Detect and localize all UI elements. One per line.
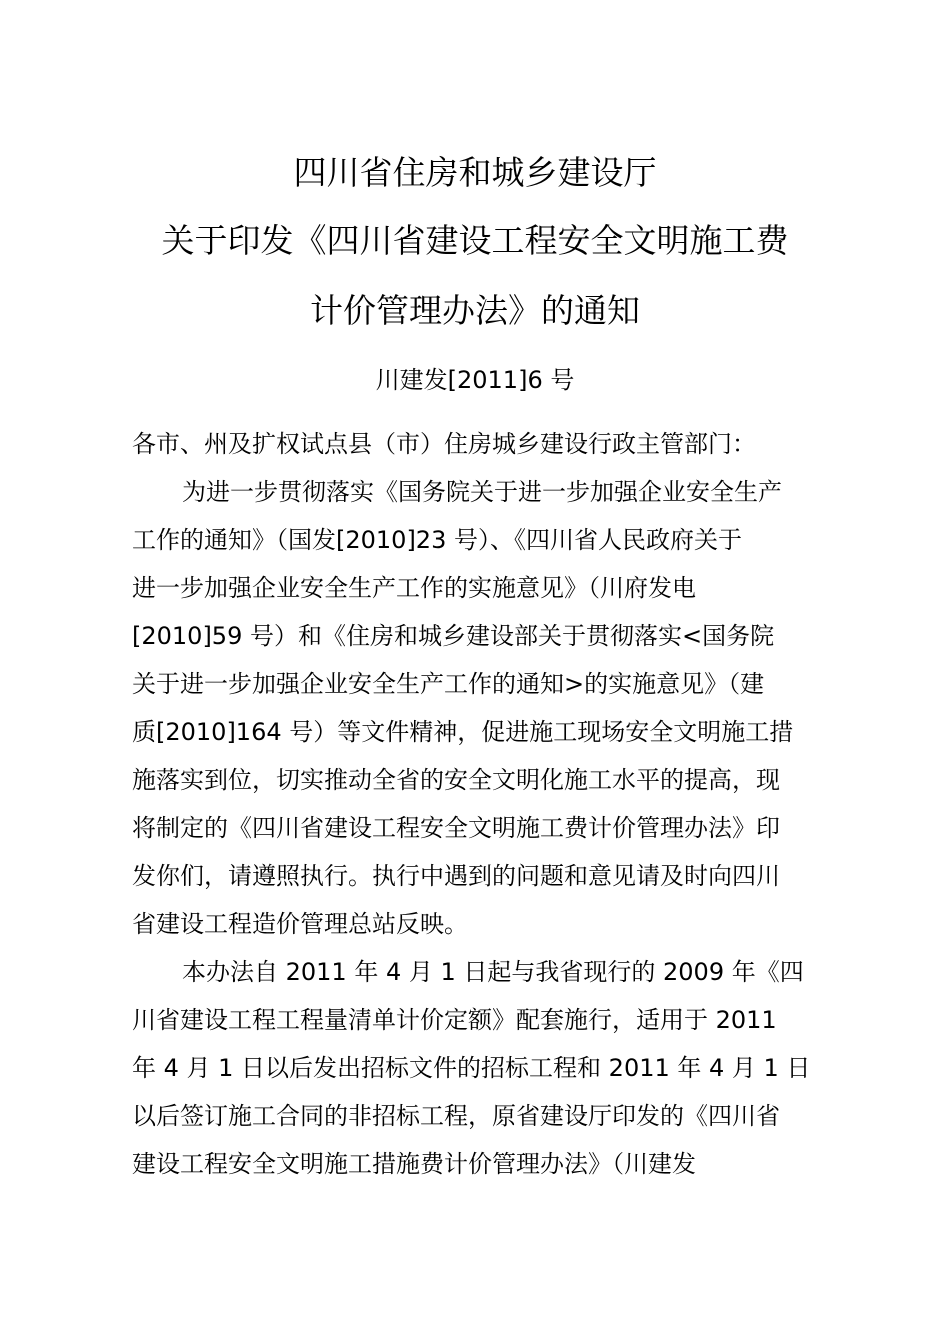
title-line-2: 关于印发《四川省建设工程安全文明施工费	[161, 221, 789, 260]
document-number: 川建发[2011]6 号	[375, 366, 575, 394]
paragraph-2-line-5: 建设工程安全文明施工措施费计价管理办法》（川建发	[132, 1150, 696, 1178]
title-line-1: 四川省住房和城乡建设厅	[293, 153, 657, 192]
paragraph-1-line-4: [2010]59 号）和《住房和城乡建设部关于贯彻落实<国务院	[132, 622, 775, 650]
paragraph-2-line-1: 本办法自 2011 年 4 月 1 日起与我省现行的 2009 年《四	[182, 958, 804, 986]
title-line-3: 计价管理办法》的通知	[310, 291, 640, 330]
addressee: 各市、州及扩权试点县（市）住房城乡建设行政主管部门：	[132, 430, 756, 458]
paragraph-1-line-6: 质[2010]164 号）等文件精神，促进施工现场安全文明施工措	[132, 718, 794, 746]
paragraph-2-line-4: 以后签订施工合同的非招标工程，原省建设厅印发的《四川省	[132, 1102, 780, 1130]
paragraph-1-line-10: 省建设工程造价管理总站反映。	[132, 910, 468, 938]
paragraph-1-line-2: 工作的通知》（国发[2010]23 号）、《四川省人民政府关于	[132, 526, 742, 554]
paragraph-1-line-3: 进一步加强企业安全生产工作的实施意见》（川府发电	[132, 574, 696, 602]
paragraph-1-line-5: 关于进一步加强企业安全生产工作的通知>的实施意见》（建	[132, 670, 765, 698]
paragraph-1-line-9: 发你们，请遵照执行。执行中遇到的问题和意见请及时向四川	[132, 862, 780, 890]
paragraph-2-line-3: 年 4 月 1 日以后发出招标文件的招标工程和 2011 年 4 月 1 日	[132, 1054, 811, 1082]
paragraph-1-line-8: 将制定的《四川省建设工程安全文明施工费计价管理办法》印	[132, 814, 780, 842]
paragraph-2-line-2: 川省建设工程工程量清单计价定额》配套施行，适用于 2011	[132, 1006, 777, 1034]
paragraph-1-line-7: 施落实到位，切实推动全省的安全文明化施工水平的提高，现	[132, 766, 780, 794]
paragraph-1-line-1: 为进一步贯彻落实《国务院关于进一步加强企业安全生产	[182, 478, 782, 506]
